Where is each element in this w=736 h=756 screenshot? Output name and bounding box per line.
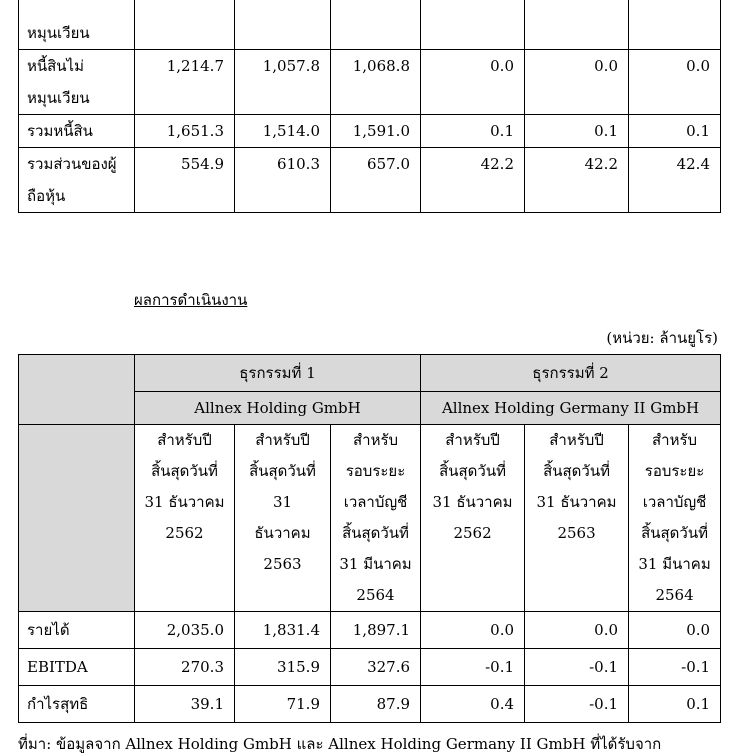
- period-line: 2563: [557, 524, 596, 542]
- section-title: ผลการดำเนินงาน: [134, 291, 248, 309]
- group-1-name: ธุรกรรมที่ 1: [135, 355, 421, 392]
- table-cell: 0.1: [629, 686, 721, 723]
- row-label-line: รวมหนี้สิน: [27, 122, 93, 140]
- table-row: [19, 0, 721, 50]
- table-cell: 0.1: [629, 115, 721, 148]
- table-cell: [331, 0, 421, 50]
- table-cell: [135, 0, 235, 50]
- row-label: [19, 148, 135, 213]
- table-cell: 1,068.8: [331, 50, 421, 115]
- group-2-name: ธุรกรรมที่ 2: [421, 355, 721, 392]
- table-cell: 87.9: [331, 686, 421, 723]
- period-line: 2562: [165, 524, 204, 542]
- results-body: [19, 612, 721, 723]
- table-cell: 0.0: [421, 50, 525, 115]
- table-cell: 327.6: [331, 649, 421, 686]
- table-cell: -0.1: [421, 649, 525, 686]
- period-line: เวลาบัญชี: [642, 493, 707, 511]
- period-line: เวลาบัญชี: [343, 493, 408, 511]
- period-line: รอบระยะ: [345, 462, 406, 480]
- period-line: สำหรับ: [652, 431, 698, 449]
- table-cell: 0.1: [421, 115, 525, 148]
- balance-sheet-table: [18, 0, 721, 213]
- row-label: [19, 0, 135, 50]
- table-cell: 1,514.0: [235, 115, 331, 148]
- period-line: สำหรับ: [352, 431, 399, 449]
- table-cell: 1,591.0: [331, 115, 421, 148]
- table-cell: [235, 0, 331, 50]
- table-cell: 1,057.8: [235, 50, 331, 115]
- period-line: 31 มีนาคม: [339, 555, 412, 573]
- table-cell: 1,651.3: [135, 115, 235, 148]
- table-cell: 39.1: [135, 686, 235, 723]
- period-header-cell: [421, 425, 525, 612]
- table-cell: 42.4: [629, 148, 721, 213]
- footer-note: ที่มา: ข้อมูลจาก Allnex Holding GmbH และ Allnex Holding Germany II GmbH ที่ได้รับจาก: [18, 735, 662, 753]
- period-line: 2562: [453, 524, 492, 542]
- period-line: สิ้นสุดวันที่: [342, 524, 409, 542]
- table-cell: 0.0: [629, 612, 721, 649]
- table-cell: 0.1: [525, 115, 629, 148]
- table-cell: 1,214.7: [135, 50, 235, 115]
- period-line: 2564: [356, 586, 395, 604]
- table-cell: 0.0: [629, 50, 721, 115]
- table-cell: 270.3: [135, 649, 235, 686]
- table-cell: 42.2: [525, 148, 629, 213]
- period-line: สิ้นสุดวันที่: [151, 462, 218, 480]
- table-cell: 610.3: [235, 148, 331, 213]
- period-line: รอบระยะ: [644, 462, 705, 480]
- table-cell: 42.2: [421, 148, 525, 213]
- period-line: 31 ธันวาคม: [432, 493, 513, 511]
- unit-label: (หน่วย: ล้านยูโร): [606, 329, 718, 347]
- table-cell: 0.0: [525, 612, 629, 649]
- table-cell: 554.9: [135, 148, 235, 213]
- period-line: สำหรับปี: [549, 431, 604, 449]
- row-label-line: หมุนเวียน: [27, 24, 90, 42]
- table-cell: 0.4: [421, 686, 525, 723]
- table-row: [19, 148, 721, 213]
- period-blank-cell: [19, 425, 135, 612]
- table-cell: 71.9: [235, 686, 331, 723]
- table-cell: 2,035.0: [135, 612, 235, 649]
- period-header-cell: [525, 425, 629, 612]
- row-label-line: ถือหุ้น: [27, 187, 66, 205]
- table-row: [19, 50, 721, 115]
- period-line: สิ้นสุดวันที่: [439, 462, 506, 480]
- period-header-cell: [235, 425, 331, 612]
- period-line: สำหรับปี: [255, 431, 310, 449]
- table-cell: 0.0: [421, 612, 525, 649]
- row-label-line: หนี้สินไม่: [27, 57, 84, 75]
- period-line: 31 มีนาคม: [638, 555, 711, 573]
- balance-sheet-body: [19, 0, 721, 213]
- period-header-row: [19, 425, 721, 612]
- period-line: 31 ธันวาคม: [536, 493, 617, 511]
- table-cell: -0.1: [629, 649, 721, 686]
- table-cell: -0.1: [525, 686, 629, 723]
- row-label: EBITDA: [19, 649, 135, 686]
- period-header-cell: [331, 425, 421, 612]
- row-label: [19, 115, 135, 148]
- period-line: สำหรับปี: [445, 431, 500, 449]
- period-header-cell: [135, 425, 235, 612]
- table-row: [19, 649, 721, 686]
- table-row: [19, 612, 721, 649]
- table-cell: 1,897.1: [331, 612, 421, 649]
- row-label-line: รวมส่วนของผู้: [27, 155, 117, 173]
- period-line: 31 ธันวาคม: [254, 493, 311, 542]
- period-line: 2564: [655, 586, 694, 604]
- table-row: [19, 686, 721, 723]
- period-line: สำหรับปี: [157, 431, 212, 449]
- table-cell: 657.0: [331, 148, 421, 213]
- period-line: สิ้นสุดวันที่: [543, 462, 610, 480]
- row-label-line: หมุนเวียน: [27, 89, 90, 107]
- table-cell: [421, 0, 525, 50]
- group-2-company: Allnex Holding Germany II GmbH: [421, 392, 721, 425]
- group-1-company: Allnex Holding GmbH: [135, 392, 421, 425]
- table-cell: [525, 0, 629, 50]
- row-label: [19, 50, 135, 115]
- row-label: รายได้: [19, 612, 135, 649]
- table-cell: 0.0: [525, 50, 629, 115]
- group-header-row: [19, 355, 721, 392]
- period-line: สิ้นสุดวันที่: [641, 524, 708, 542]
- period-header-cell: [629, 425, 721, 612]
- period-line: 2563: [263, 555, 302, 573]
- table-row: [19, 115, 721, 148]
- table-cell: 1,831.4: [235, 612, 331, 649]
- period-line: สิ้นสุดวันที่: [249, 462, 316, 480]
- table-cell: [629, 0, 721, 50]
- table-cell: 315.9: [235, 649, 331, 686]
- results-table: [18, 354, 721, 723]
- table-cell: -0.1: [525, 649, 629, 686]
- blank-header-cell: [19, 355, 135, 425]
- period-line: 31 ธันวาคม: [144, 493, 225, 511]
- row-label: กำไรสุทธิ: [19, 686, 135, 723]
